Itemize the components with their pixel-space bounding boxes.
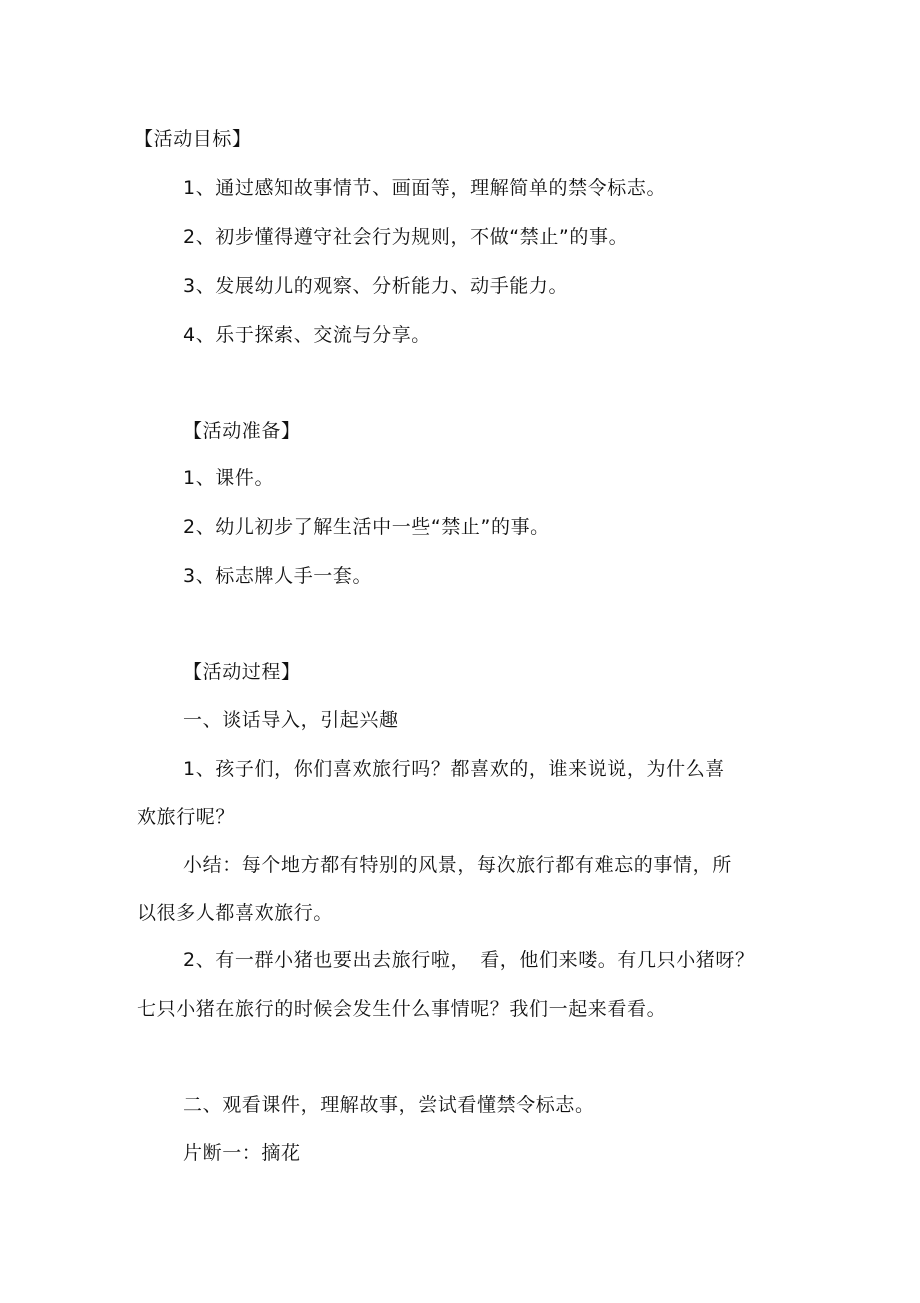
process-heading: 【活动过程】 (183, 661, 301, 683)
process-summary-line: 以很多人都喜欢旅行。 (137, 902, 334, 924)
process-summary-line: 小结：每个地方都有特别的风景，每次旅行都有难忘的事情，所 (183, 854, 732, 876)
goals-heading: 【活动目标】 (134, 128, 252, 150)
process-part1-title: 一、谈话导入，引起兴趣 (183, 709, 399, 731)
process-part2-title: 二、观看课件，理解故事，尝试看懂禁令标志。 (183, 1094, 595, 1116)
preparation-item: 2、幼儿初步了解生活中一些“禁止”的事。 (183, 516, 550, 538)
goals-item: 3、发展幼儿的观察、分析能力、动手能力。 (183, 275, 569, 297)
goals-item: 1、通过感知故事情节、画面等，理解简单的禁令标志。 (183, 177, 667, 199)
preparation-item: 3、标志牌人手一套。 (183, 565, 373, 587)
goals-item: 4、乐于探索、交流与分享。 (183, 324, 431, 346)
preparation-item: 1、课件。 (183, 467, 275, 489)
process-paragraph-line: 欢旅行呢？ (137, 806, 236, 828)
process-paragraph-line: 2、有一群小猪也要出去旅行啦， 看，他们来喽。有几只小猪呀？ (183, 949, 755, 971)
process-paragraph-line: 七只小猪在旅行的时候会发生什么事情呢？我们一起来看看。 (137, 998, 667, 1020)
process-paragraph-line: 1、孩子们，你们喜欢旅行吗？都喜欢的，谁来说说，为什么喜 (183, 758, 725, 780)
preparation-heading: 【活动准备】 (183, 420, 301, 442)
goals-item: 2、初步懂得遵守社会行为规则，不做“禁止”的事。 (183, 226, 629, 248)
process-segment-title: 片断一：摘花 (183, 1142, 301, 1164)
